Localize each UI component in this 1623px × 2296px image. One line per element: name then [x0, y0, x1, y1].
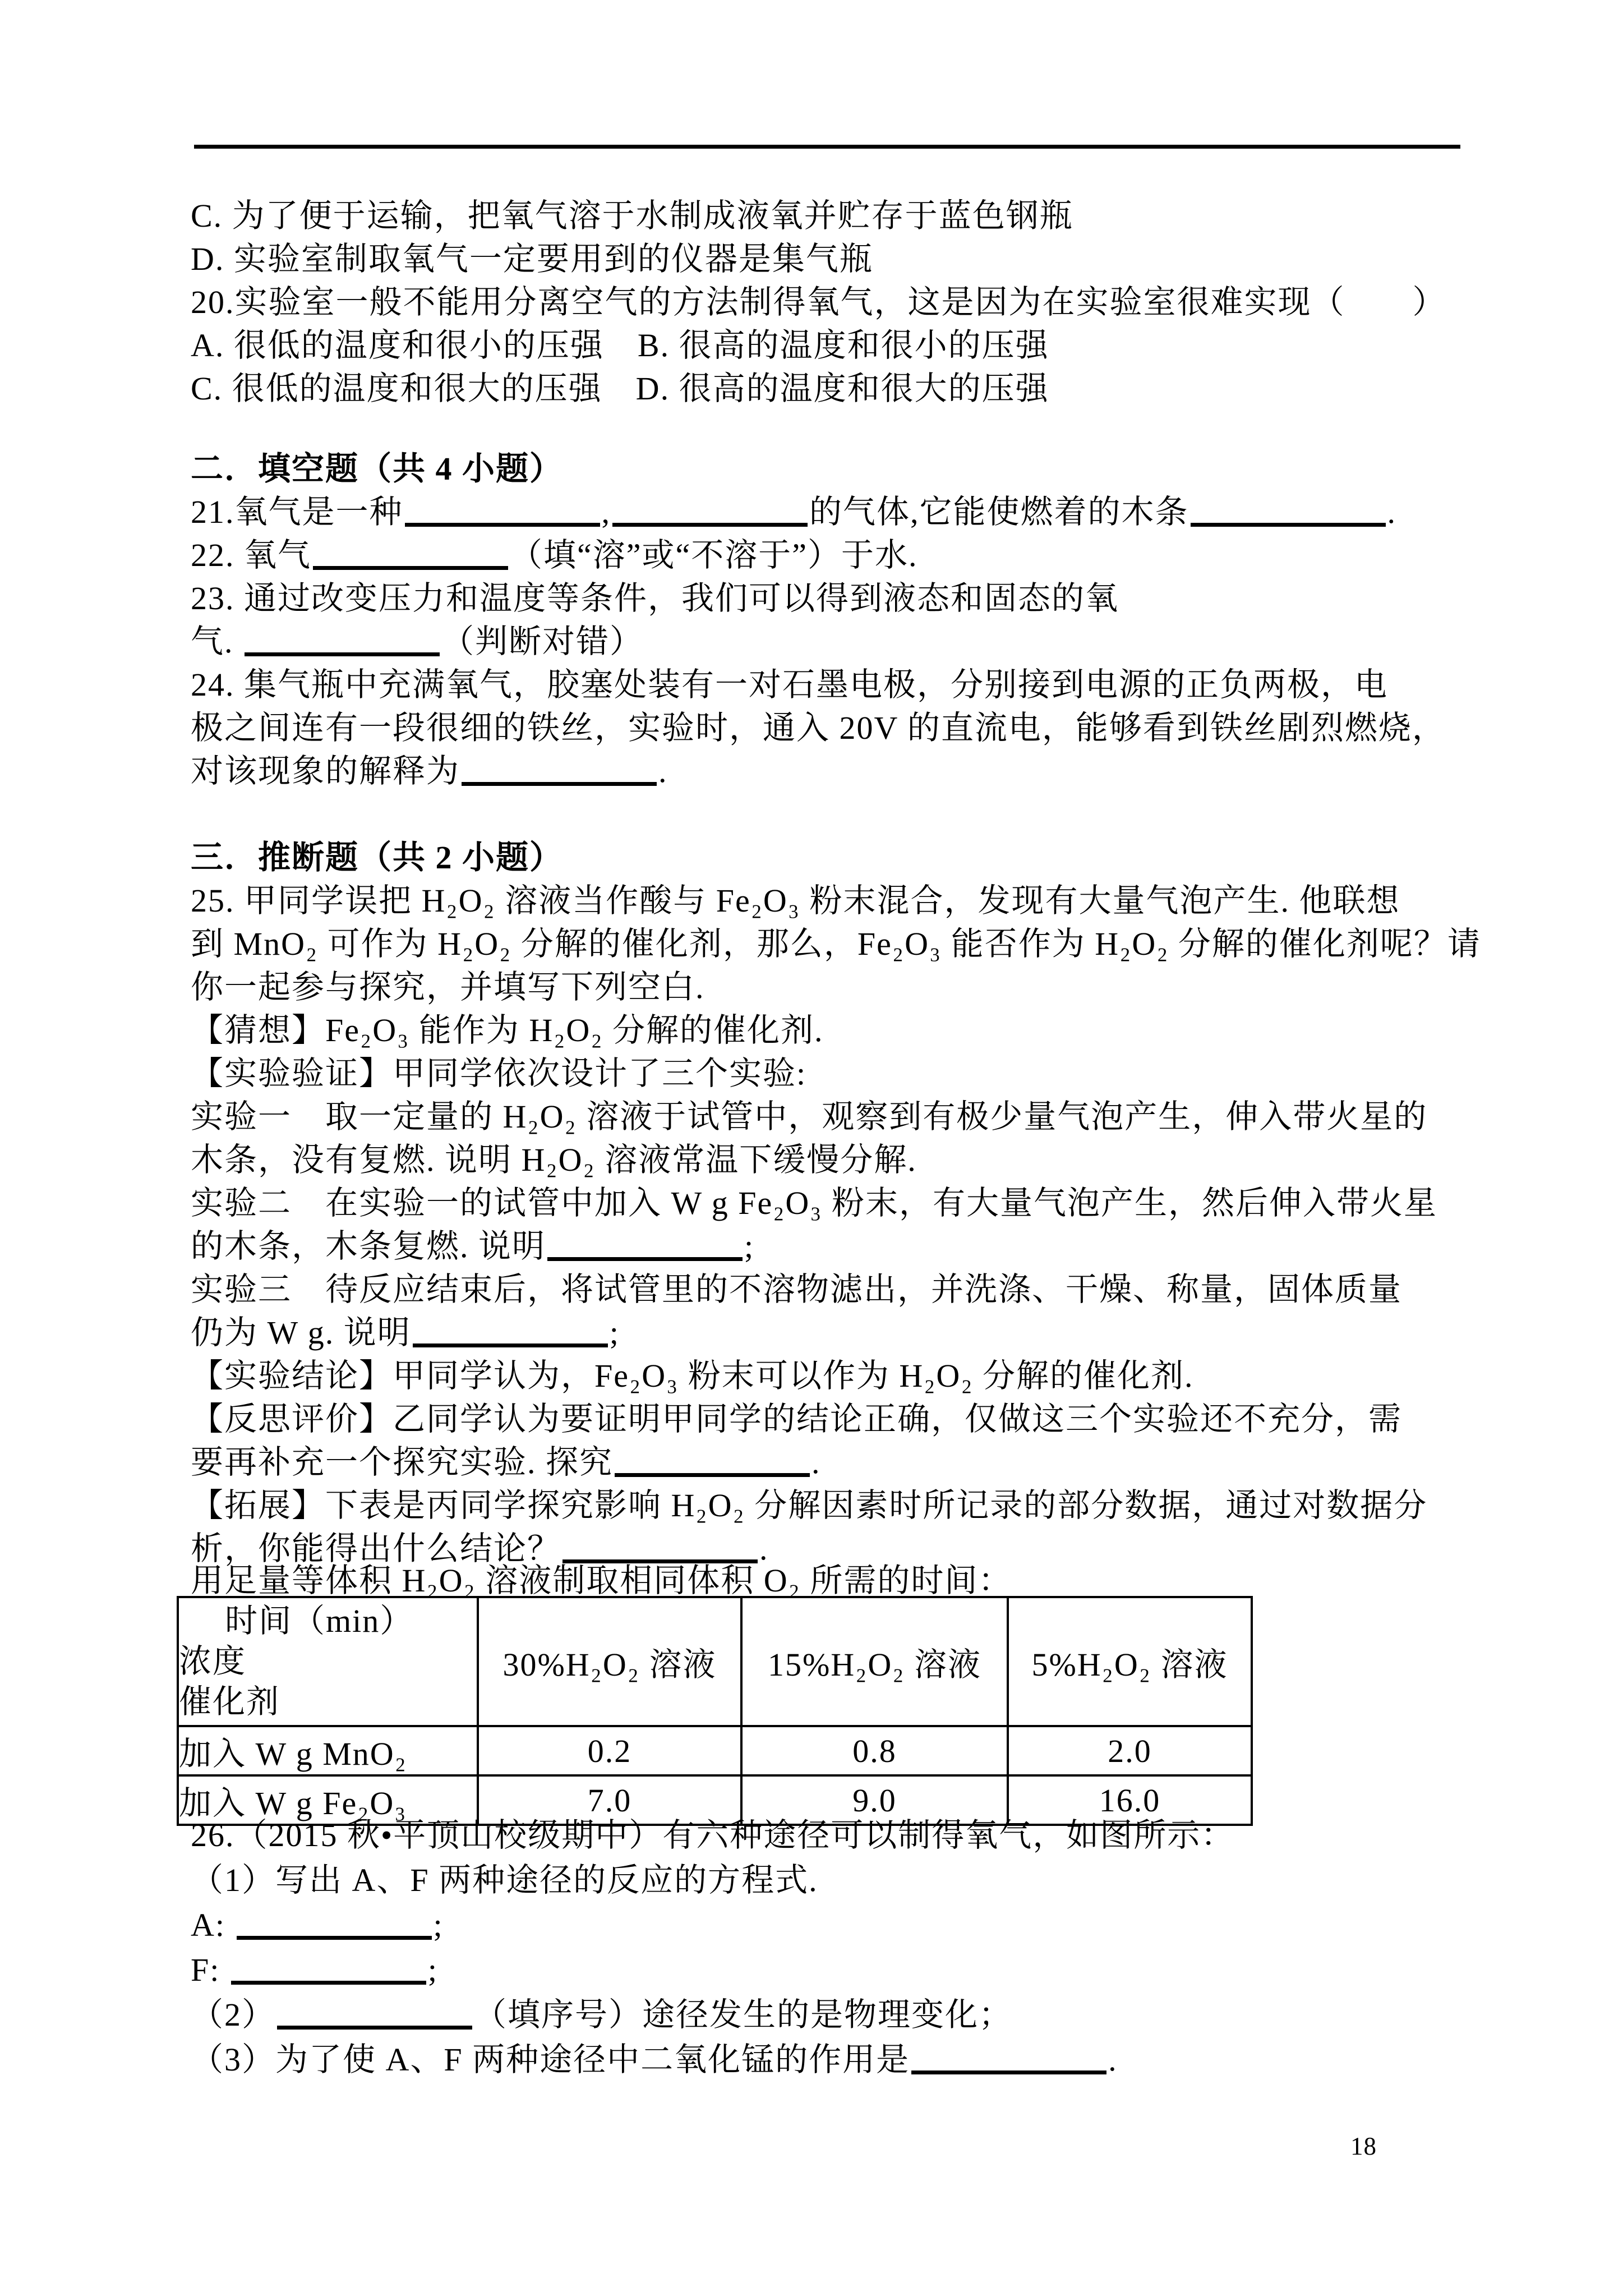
text-span: 气.	[191, 623, 243, 660]
text-line	[191, 2037, 1492, 2082]
text-line	[191, 194, 1492, 237]
text-line	[191, 749, 1492, 793]
text-span: （1）写出 A、F 两种途径的反应的方程式.	[191, 1862, 818, 1898]
text-line	[191, 620, 1492, 663]
text-span: 26.（2015 秋•平顶山校级期中）有六种途径可以制得氧气，如图所示：	[191, 1817, 1235, 1853]
text-line	[191, 1181, 1492, 1225]
corner-catalyst-label: 催化剂	[179, 1683, 280, 1720]
text-span: 21.氧气是一种	[191, 494, 403, 530]
text-line	[191, 706, 1492, 749]
answer-blank	[313, 566, 508, 570]
text-span: D. 实验室制取氧气一定要用到的仪器是集气瓶	[191, 241, 873, 277]
text-span: .	[658, 753, 668, 789]
header-rule	[194, 145, 1460, 149]
section-fill-in-blanks	[191, 447, 1492, 793]
text-line	[191, 1225, 1492, 1268]
text-span: 的气体,它能使燃着的木条	[809, 494, 1189, 530]
text-span: （3）为了使 A、F 两种途径中二氧化锰的作用是	[191, 2041, 910, 2078]
text-span: 实验二 在实验一的试管中加入 W g Fe₂O₃ 粉末，有大量气泡产生，然后伸入带火星	[191, 1185, 1438, 1221]
text-line	[191, 922, 1492, 965]
column-header-15pct: 15%H₂O₂ 溶液	[741, 1597, 1008, 1726]
text-span: F:	[191, 1952, 229, 1988]
text-line	[191, 1903, 1492, 1948]
text-span: C. 很低的温度和很大的压强 D. 很高的温度和很大的压强	[191, 370, 1049, 407]
text-line	[191, 1813, 1492, 1858]
text-line	[191, 1138, 1492, 1181]
text-span: 23. 通过改变压力和温度等条件，我们可以得到液态和固态的氧	[191, 580, 1119, 616]
text-span: 【猜想】Fe₂O₃ 能作为 H₂O₂ 分解的催化剂.	[191, 1012, 824, 1048]
answer-blank	[612, 523, 808, 527]
text-span: ;	[427, 1952, 438, 1988]
text-line	[191, 1095, 1492, 1138]
answer-blank	[405, 523, 600, 527]
section-heading-fill: 二．填空题（共 4 小题）	[191, 450, 564, 487]
column-header-30pct: 30%H₂O₂ 溶液	[478, 1597, 741, 1726]
text-span: （填“溶”或“不溶于”）于水.	[510, 537, 918, 573]
text-span: 到 MnO₂ 可作为 H₂O₂ 分解的催化剂，那么，Fe₂O₃ 能否作为 H₂O₂ 分解的催化剂呢？请	[191, 926, 1481, 962]
text-span: ;	[433, 1907, 444, 1943]
text-span: A. 很低的温度和很小的压强 B. 很高的温度和很小的压强	[191, 327, 1049, 364]
text-span: .	[811, 1444, 821, 1480]
answer-blank	[231, 1981, 426, 1985]
text-span: 极之间连有一段很细的铁丝，实验时，通入 20V 的直流电，能够看到铁丝剧烈燃烧，	[191, 710, 1446, 746]
text-span: （2）	[191, 1996, 276, 2033]
text-span: 实验三 待反应结束后，将试管里的不溶物滤出，并洗涤、干燥、称量，固体质量	[191, 1271, 1403, 1308]
text-line	[191, 1052, 1492, 1095]
answer-blank	[462, 782, 657, 786]
answer-blank	[237, 1936, 432, 1940]
text-span: （填序号）途径发生的是物理变化；	[474, 1996, 1013, 2033]
answer-blank	[615, 1473, 810, 1477]
text-line	[191, 1858, 1492, 1903]
text-span: ,	[601, 494, 611, 530]
text-span: 【实验验证】甲同学依次设计了三个实验:	[191, 1055, 807, 1092]
text-span: 20.实验室一般不能用分离空气的方法制得氧气，这是因为在实验室很难实现（ ）	[191, 284, 1446, 320]
text-line	[191, 1948, 1492, 1993]
column-header-5pct: 5%H₂O₂ 溶液	[1008, 1597, 1252, 1726]
answer-blank	[245, 652, 440, 656]
text-span: 【反思评价】乙同学认为要证明甲同学的结论正确，仅做这三个实验还不充分，需	[191, 1401, 1403, 1437]
text-span: .	[1108, 2041, 1118, 2078]
text-span: 你一起参与探究，并填写下列空白.	[191, 969, 705, 1005]
text-line	[191, 1441, 1492, 1484]
text-span: C. 为了便于运输，把氧气溶于水制成液氧并贮存于蓝色钢瓶	[191, 197, 1073, 234]
text-span: 24. 集气瓶中充满氧气，胶塞处装有一对石墨电极，分别接到电源的正负两极，电	[191, 666, 1389, 703]
text-line	[191, 324, 1492, 367]
text-span: 的木条，木条复燃. 说明	[191, 1228, 546, 1264]
answer-blank	[911, 2070, 1106, 2074]
text-span: ;	[744, 1228, 755, 1264]
answer-blank	[1191, 523, 1386, 527]
text-line	[191, 280, 1492, 324]
table-corner-cell	[178, 1597, 478, 1726]
row-label-mno2: 加入 W g MnO₂	[178, 1726, 478, 1775]
cell-value: 9.0	[741, 1775, 1008, 1825]
text-span: ;	[609, 1314, 620, 1351]
text-line	[191, 663, 1492, 706]
text-line	[191, 1484, 1492, 1527]
cell-value: 16.0	[1008, 1775, 1252, 1825]
cell-value: 0.2	[478, 1726, 741, 1775]
text-line	[191, 1009, 1492, 1052]
h2o2-decomposition-time-table	[177, 1596, 1253, 1826]
text-span: 25. 甲同学误把 H₂O₂ 溶液当作酸与 Fe₂O₃ 粉末混合，发现有大量气泡产生. 他联想	[191, 882, 1400, 919]
text-line	[191, 1268, 1492, 1311]
page-number: 18	[1350, 2132, 1377, 2160]
text-span: 析，你能得出什么结论？	[191, 1530, 561, 1567]
text-line	[191, 1397, 1492, 1441]
text-span: 实验一 取一定量的 H₂O₂ 溶液于试管中，观察到有极少量气泡产生，伸入带火星的	[191, 1098, 1428, 1135]
cell-value: 0.8	[741, 1726, 1008, 1775]
text-span: .	[1387, 494, 1397, 530]
table-row	[178, 1726, 1252, 1775]
section-inference	[191, 836, 1492, 1570]
text-line	[191, 237, 1492, 280]
text-line	[191, 1311, 1492, 1354]
text-line	[191, 965, 1492, 1009]
answer-blank	[277, 2026, 472, 2030]
text-span: 木条，没有复燃. 说明 H₂O₂ 溶液常温下缓慢分解.	[191, 1142, 917, 1178]
text-line	[191, 367, 1492, 410]
text-line	[191, 1993, 1492, 2037]
corner-time-label: 时间（min）	[225, 1603, 414, 1639]
cell-value: 2.0	[1008, 1726, 1252, 1775]
text-span: 【实验结论】甲同学认为，Fe₂O₃ 粉末可以作为 H₂O₂ 分解的催化剂.	[191, 1358, 1194, 1394]
text-span: 要再补充一个探究实验. 探究	[191, 1444, 614, 1480]
cell-value: 7.0	[478, 1775, 741, 1825]
text-span: .	[759, 1530, 769, 1567]
text-span: 用足量等体积 H₂O₂ 溶液制取相同体积 O₂ 所需的时间：	[191, 1562, 1012, 1599]
answer-blank	[413, 1343, 608, 1347]
corner-concentration-label: 浓度	[179, 1643, 247, 1680]
section-heading-inference: 三．推断题（共 2 小题）	[191, 839, 564, 876]
text-span: （判断对错）	[441, 623, 644, 660]
question-20-choices-block	[191, 194, 1492, 410]
text-line	[191, 577, 1492, 620]
text-line	[191, 879, 1492, 922]
row-label-fe2o3: 加入 W g Fe₂O₃	[178, 1775, 478, 1825]
question-26-block	[191, 1813, 1492, 2082]
text-span: 仍为 W g. 说明	[191, 1314, 411, 1351]
text-line	[191, 1354, 1492, 1397]
text-span: 22. 氧气	[191, 537, 312, 573]
text-span: A:	[191, 1907, 235, 1943]
answer-blank	[547, 1257, 743, 1261]
text-span: 对该现象的解释为	[191, 753, 460, 789]
text-line	[191, 533, 1492, 577]
text-span: 【拓展】下表是丙同学探究影响 H₂O₂ 分解因素时所记录的部分数据，通过对数据分	[191, 1487, 1428, 1524]
text-line	[191, 490, 1492, 533]
